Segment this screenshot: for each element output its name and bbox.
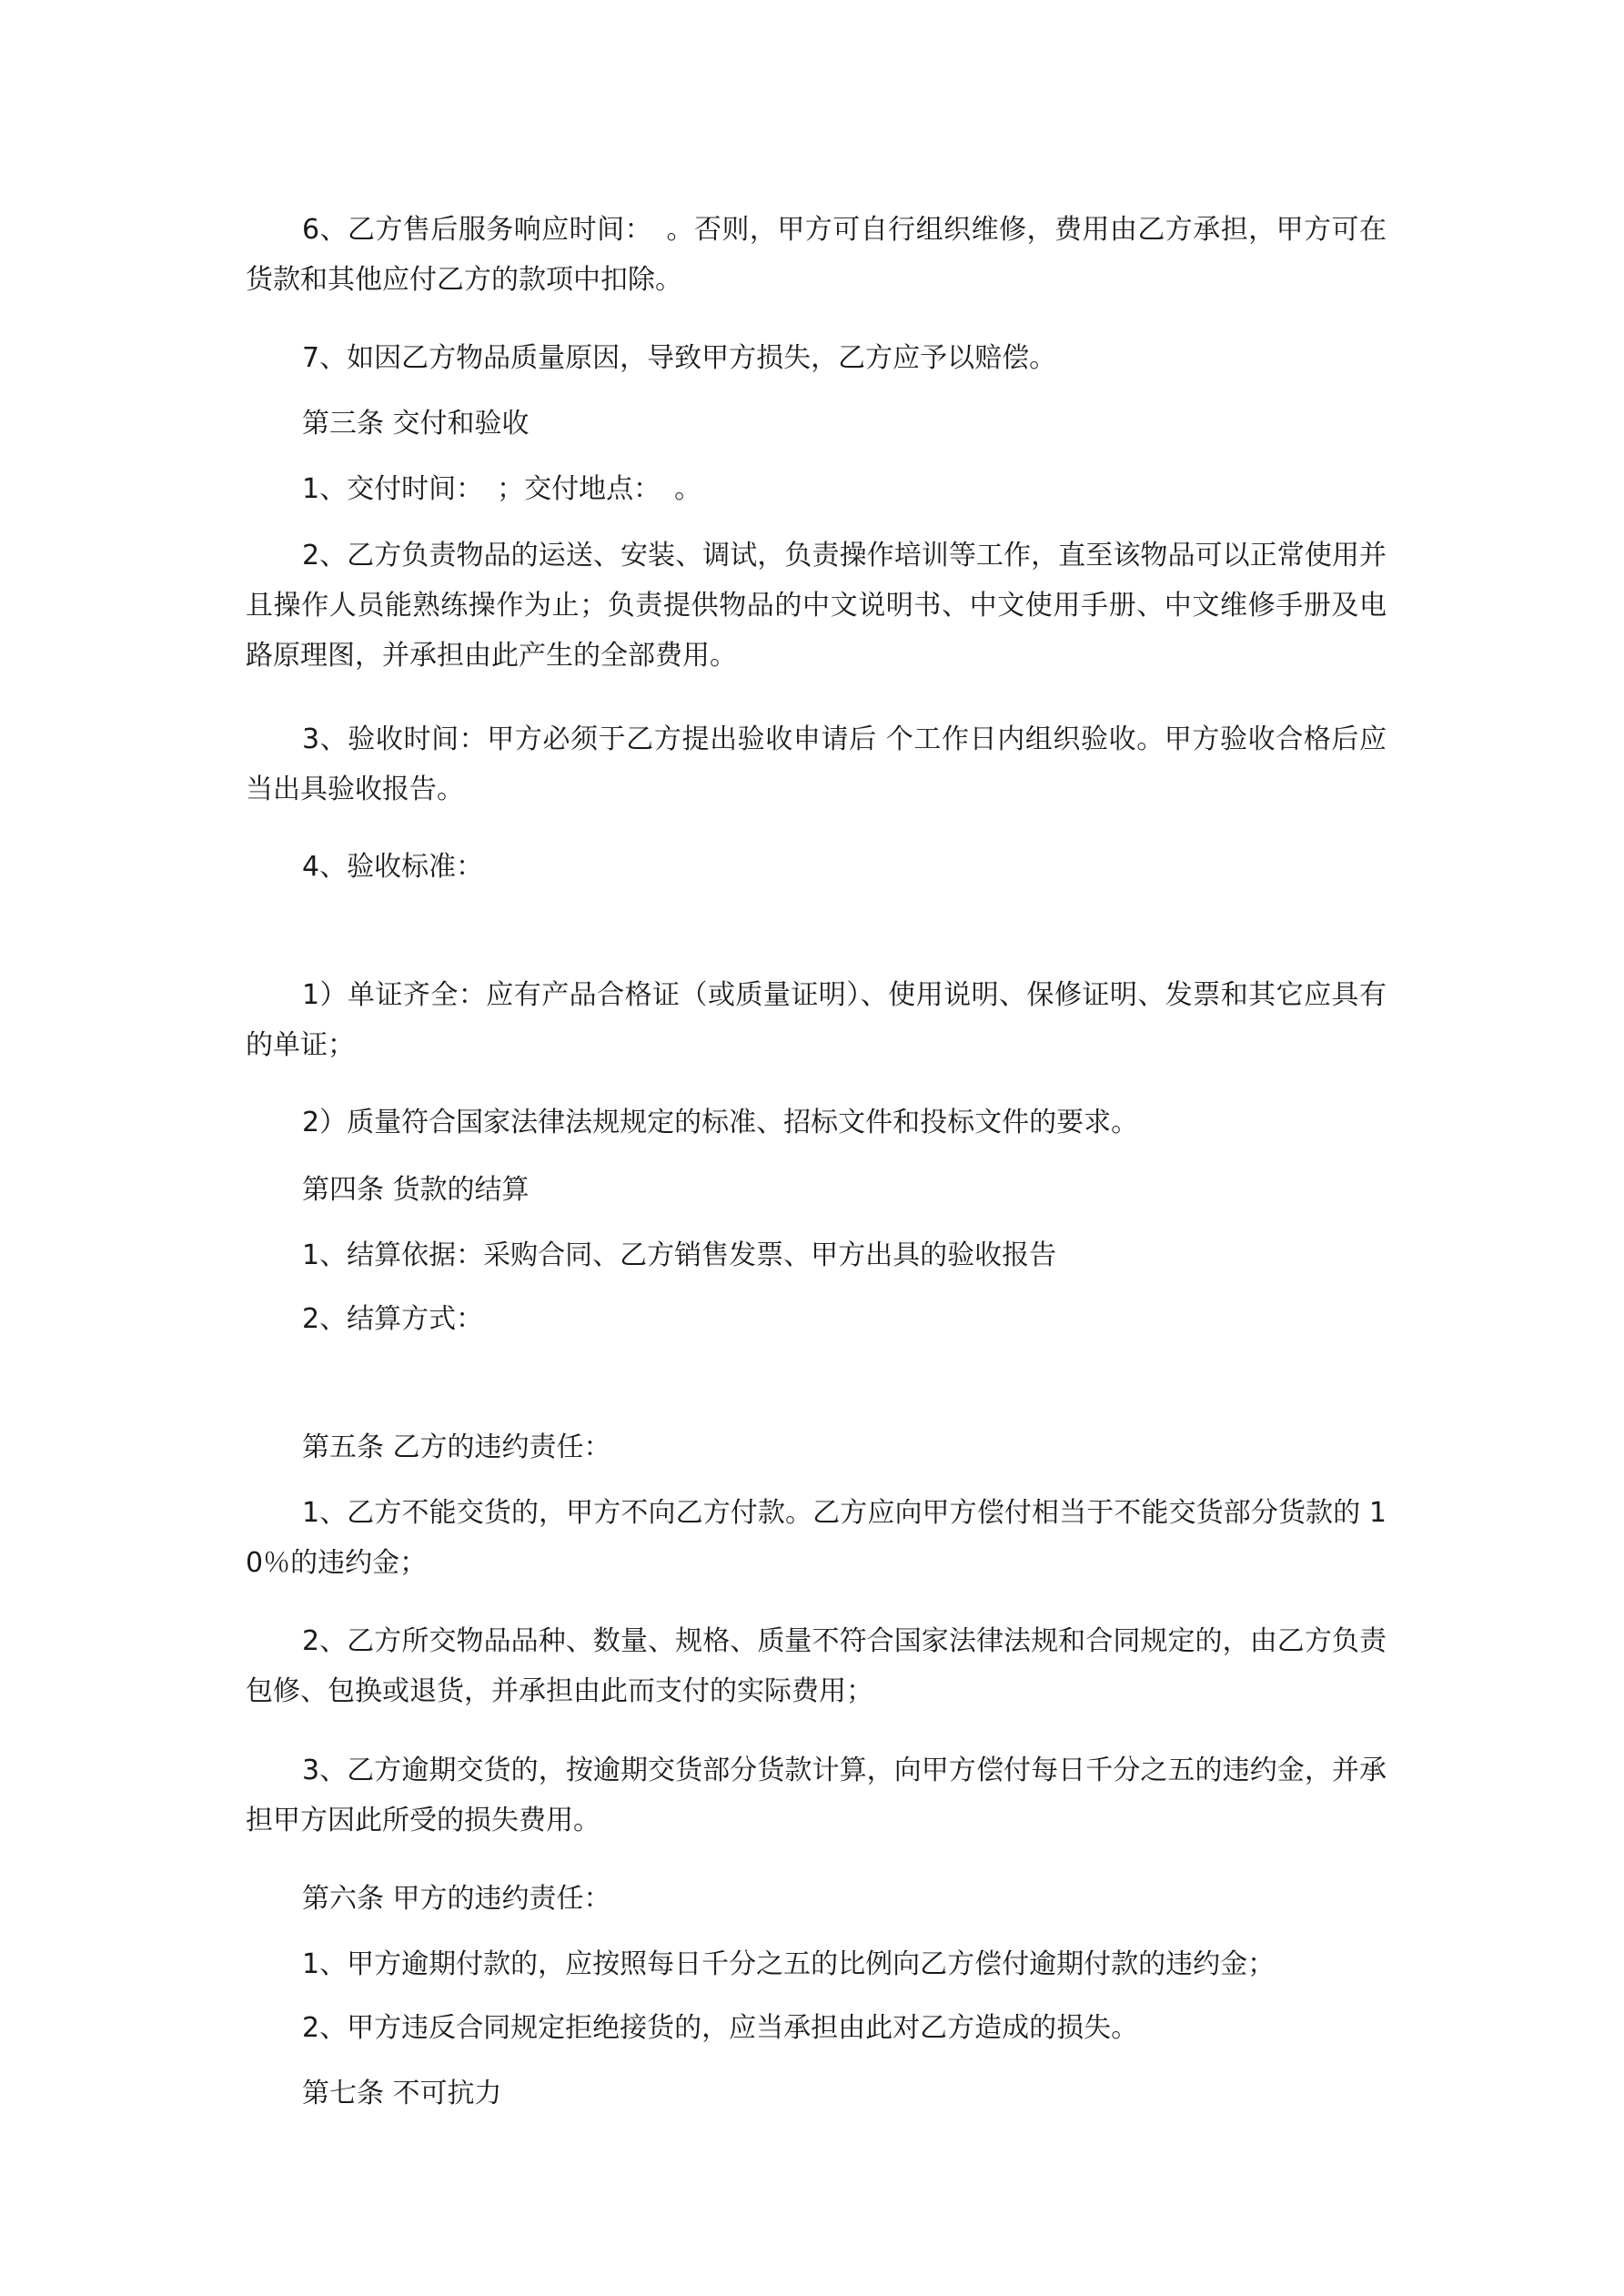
paragraph-late-payment-penalty: 1、甲方逾期付款的，应按照每日千分之五的比例向乙方偿付逾期付款的违约金；	[302, 1948, 1276, 1980]
paragraph-quality-compensation: 7、如因乙方物品质量原因，导致甲方损失，乙方应予以赔偿。	[302, 342, 1057, 374]
paragraph-refuse-goods-liability: 2、甲方违反合同规定拒绝接货的，应当承担由此对乙方造成的损失。	[302, 2012, 1139, 2044]
paragraph-nonconforming-goods: 2、乙方所交物品品种、数量、规格、质量不符合国家法律法规和合同规定的，由乙方负责包修、包换或退货，并承担由此而支付的实际费用；	[246, 1625, 1387, 1707]
paragraph-no-delivery-penalty: 1、乙方不能交货的，甲方不向乙方付款。乙方应向甲方偿付相当于不能交货部分货款的 10％的违约金；	[246, 1497, 1387, 1579]
section-heading-force-majeure: 第七条 不可抗力	[302, 2078, 502, 2109]
paragraph-installation-training: 2、乙方负责物品的运送、安装、调试，负责操作培训等工作，直至该物品可以正常使用并且操作人员能熟练操作为止；负责提供物品的中文说明书、中文使用手册、中文维修手册及电路原理图，并承担由此产生的全部费用。	[246, 540, 1387, 672]
paragraph-delivery-time-place: 1、交付时间： ；交付地点： 。	[302, 473, 702, 505]
section-heading-payment-settlement: 第四条 货款的结算	[302, 1174, 530, 1206]
paragraph-acceptance-standard: 4、验收标准：	[302, 851, 484, 883]
paragraph-acceptance-time: 3、验收时间：甲方必须于乙方提出验收申请后 个工作日内组织验收。甲方验收合格后应当出具验收报告。	[246, 723, 1387, 805]
paragraph-documents-complete: 1）单证齐全：应有产品合格证（或质量证明）、使用说明、保修证明、发票和其它应具有的单证；	[246, 979, 1387, 1061]
section-heading-delivery-acceptance: 第三条 交付和验收	[302, 408, 530, 440]
paragraph-late-delivery-penalty: 3、乙方逾期交货的，按逾期交货部分货款计算，向甲方偿付每日千分之五的违约金，并承担甲方因此所受的损失费用。	[246, 1755, 1387, 1836]
section-heading-party-b-liability: 第五条 乙方的违约责任：	[302, 1431, 611, 1463]
paragraph-settlement-basis: 1、结算依据：采购合同、乙方销售发票、甲方出具的验收报告	[302, 1239, 1057, 1271]
paragraph-after-sales-response: 6、乙方售后服务响应时间： 。否则，甲方可自行组织维修，费用由乙方承担，甲方可在货款和其他应付乙方的款项中扣除。	[246, 214, 1387, 296]
paragraph-settlement-method: 2、结算方式：	[302, 1303, 484, 1335]
section-heading-party-a-liability: 第六条 甲方的违约责任：	[302, 1883, 611, 1915]
paragraph-quality-compliance: 2）质量符合国家法律法规规定的标准、招标文件和投标文件的要求。	[302, 1107, 1139, 1138]
